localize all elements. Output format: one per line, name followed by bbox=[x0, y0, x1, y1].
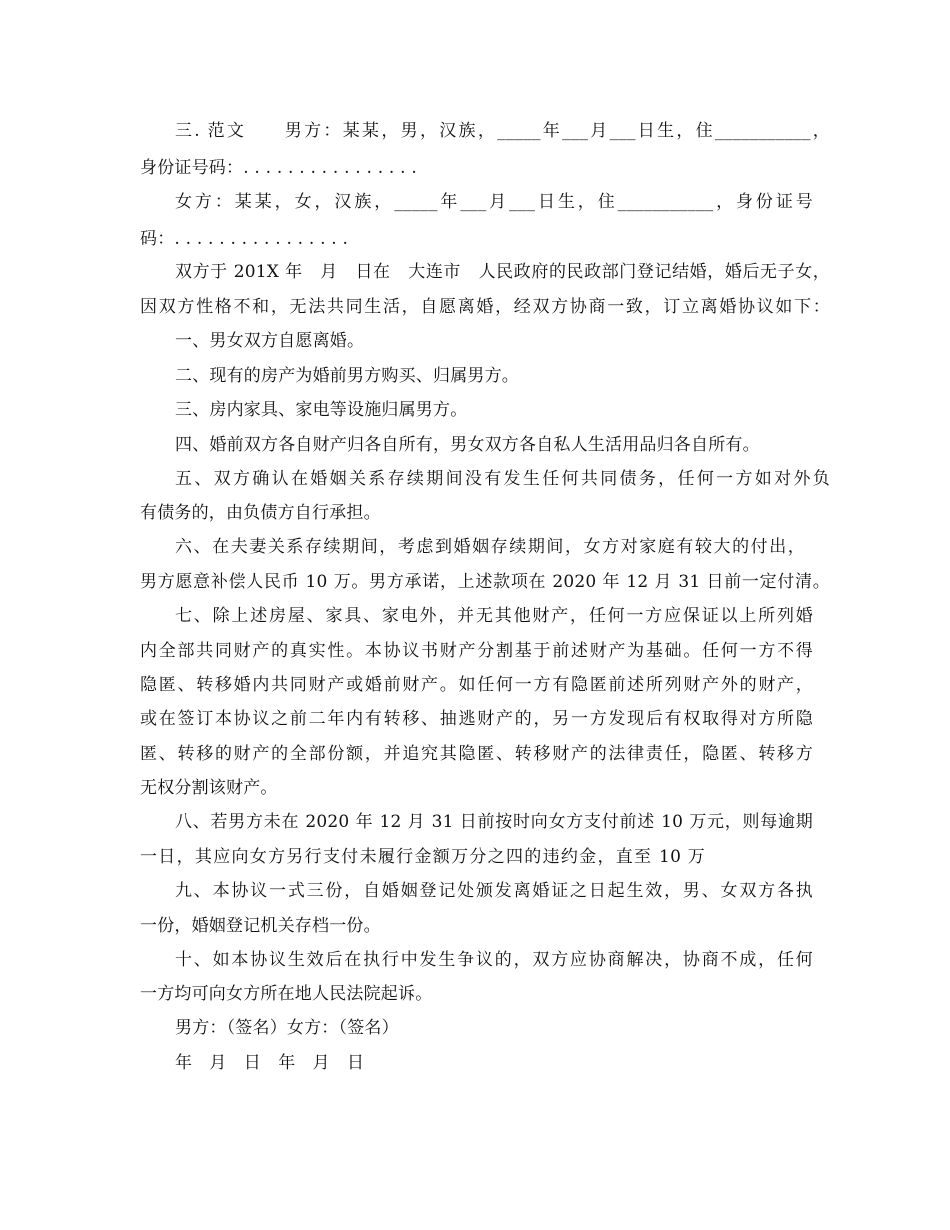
clause-7-line-3: 隐匿、转移婚内共同财产或婚前财产。如任何一方有隐匿前述所列财产外的财产， bbox=[140, 675, 813, 695]
clause-7-line-6: 无权分割该财产。 bbox=[140, 778, 278, 798]
clause-7-line-2: 内全部共同财产的真实性。本协议书财产分割基于前述财产为基础。任何一方不得 bbox=[140, 641, 813, 661]
clause-10-line-2: 一方均可向女方所在地人民法院起诉。 bbox=[140, 984, 433, 1004]
clause-7-line-4: 或在签订本协议之前二年内有转移、抽逃财产的，另一方发现后有权取得对方所隐 bbox=[140, 709, 813, 729]
clause-7-line-5: 匿、转移的财产的全部份额，并追究其隐匿、转移财产的法律责任，隐匿、转移方 bbox=[140, 744, 813, 764]
marriage-registration: 双方于 201X 年 月 日在 大连市 人民政府的民政部门登记结婚，婚后无子女， bbox=[175, 262, 830, 282]
clause-10-line-1: 十、如本协议生效后在执行中发生争议的，双方应协商解决，协商不成，任何 bbox=[175, 950, 813, 970]
clause-5-line-1: 五、双方确认在婚姻关系存续期间没有发生任何共同债务，任何一方如对外负 bbox=[175, 469, 830, 489]
female-party: 女方：某某，女，汉族，_____年___月___日生，住___________，身份证号 bbox=[175, 192, 813, 212]
divorce-reason: 因双方性格不和，无法共同生活，自愿离婚，经双方协商一致，订立离婚协议如下： bbox=[140, 297, 830, 317]
date-line: 年 月 日 年 月 日 bbox=[175, 1053, 365, 1073]
clause-9-line-2: 一份，婚姻登记机关存档一份。 bbox=[140, 916, 381, 936]
clause-6-line-2: 男方愿意补偿人民币 10 万。男方承诺，上述款项在 2020 年 12 月 31 日前一定付清。 bbox=[140, 572, 830, 592]
clause-3: 三、房内家具、家电等设施归属男方。 bbox=[175, 400, 468, 420]
clause-7-line-1: 七、除上述房屋、家具、家电外，并无其他财产，任何一方应保证以上所列婚 bbox=[175, 606, 813, 626]
clause-1: 一、男女双方自愿离婚。 bbox=[175, 331, 365, 351]
heading-and-male-party: 三. 范文 男方：某某，男，汉族，_____年___月___日生，住___________， bbox=[175, 121, 830, 141]
signature-line: 男方：（签名）女方：（签名） bbox=[175, 1018, 399, 1038]
clause-5-line-2: 有债务的，由负债方自行承担。 bbox=[140, 503, 381, 523]
male-id-number: 身份证号码：. . . . . . . . . . . . . . . . bbox=[140, 158, 417, 178]
clause-8-line-1: 八、若男方未在 2020 年 12 月 31 日前按时向女方支付前述 10 万元，则每逾期 bbox=[175, 812, 813, 832]
clause-4: 四、婚前双方各自财产归各自所有，男女双方各自私人生活用品归各自所有。 bbox=[175, 435, 760, 455]
clause-6-line-1: 六、在夫妻关系存续期间，考虑到婚姻存续期间，女方对家庭有较大的付出， bbox=[175, 537, 805, 557]
clause-8-line-2: 一日，其应向女方另行支付未履行金额万分之四的违约金，直至 10 万 bbox=[140, 847, 705, 867]
clause-9-line-1: 九、本协议一式三份，自婚姻登记处颁发离婚证之日起生效，男、女双方各执 bbox=[175, 881, 813, 901]
clause-2: 二、现有的房产为婚前男方购买、归属男方。 bbox=[175, 366, 519, 386]
female-id-number: 码：. . . . . . . . . . . . . . . . bbox=[140, 229, 349, 249]
